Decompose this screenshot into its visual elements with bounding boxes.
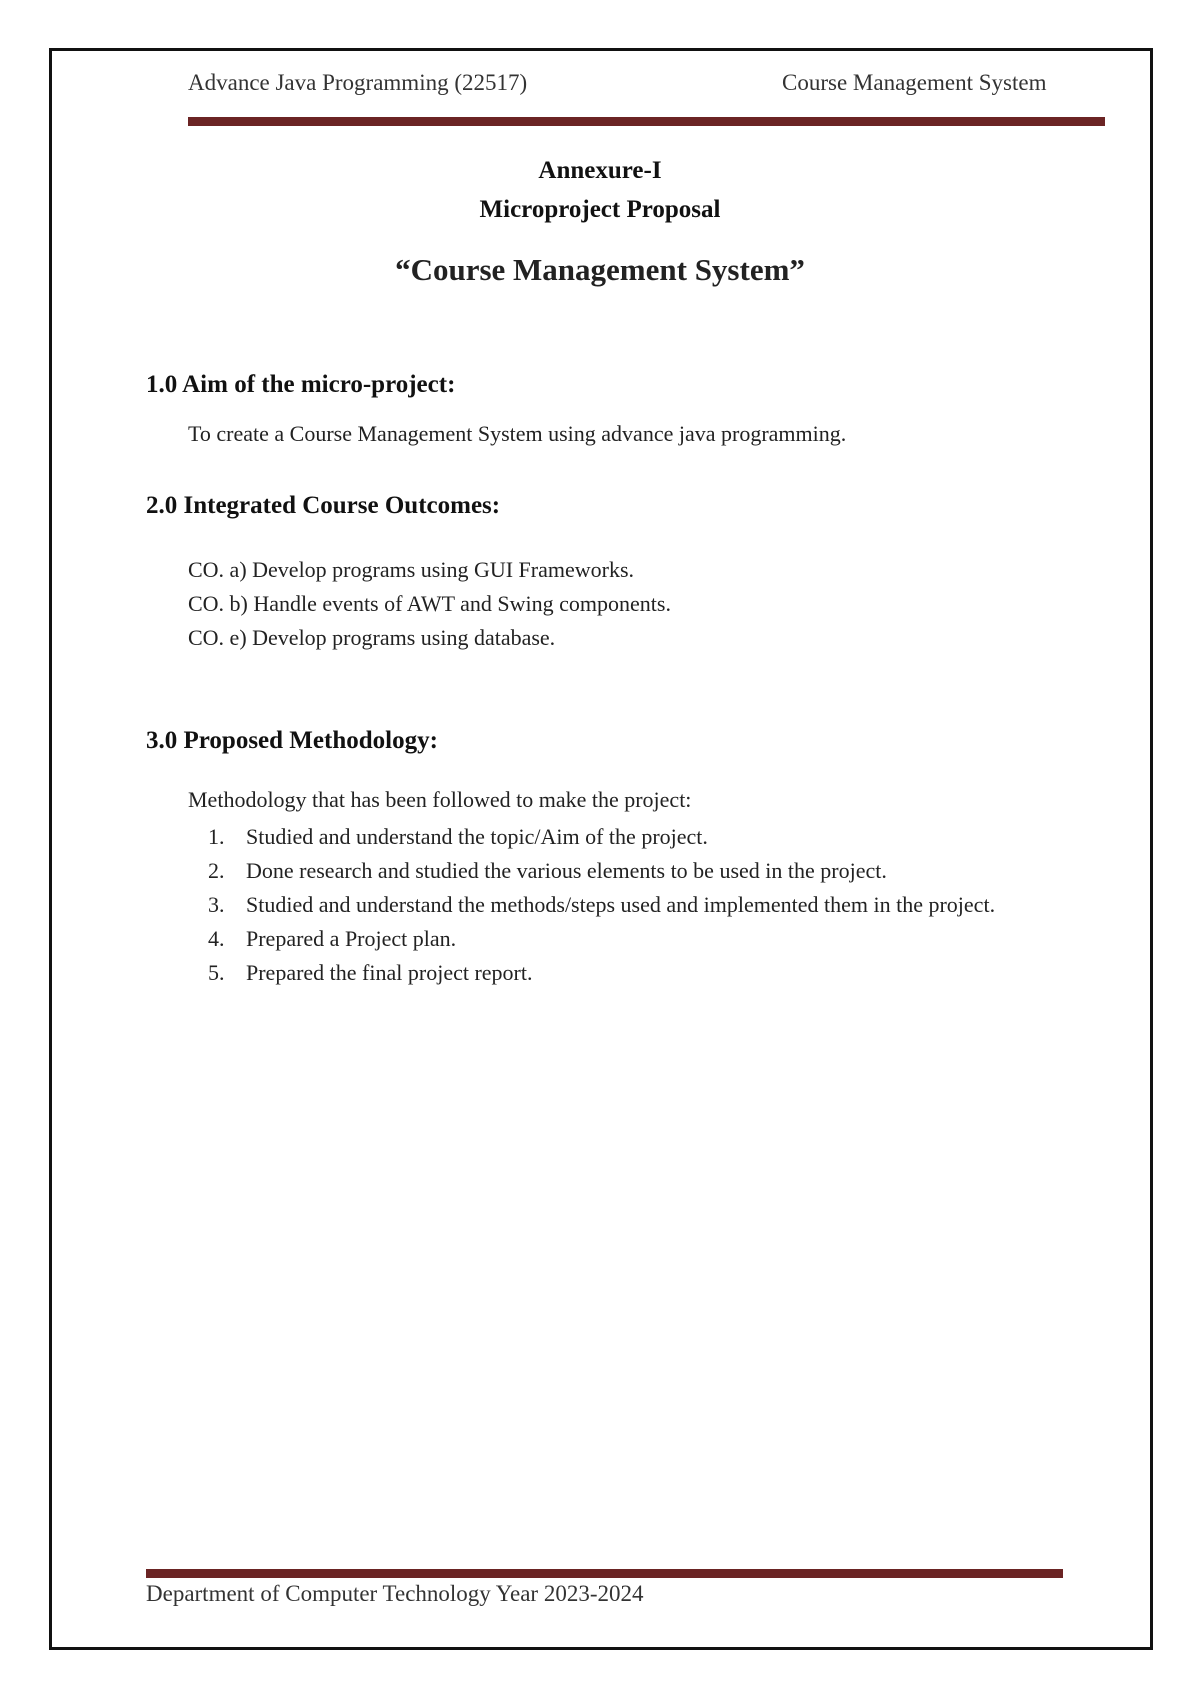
- step-number: 4.: [208, 926, 225, 951]
- outcomes-heading: 2.0 Integrated Course Outcomes:: [146, 492, 501, 519]
- proposal-title: Microproject Proposal: [479, 196, 721, 223]
- outcome-item: CO. a) Develop programs using GUI Frameworks.: [188, 557, 635, 582]
- aim-heading: 1.0 Aim of the micro-project:: [146, 371, 456, 398]
- methodology-steps: [188, 821, 1028, 991]
- outcome-item: CO. b) Handle events of AWT and Swing components.: [188, 591, 671, 616]
- outcome-item: CO. e) Develop programs using database.: [188, 625, 556, 650]
- step-number: 3.: [208, 892, 225, 917]
- step-text: Prepared the final project report.: [246, 960, 533, 985]
- aim-text: To create a Course Management System using advance java programming.: [188, 421, 847, 446]
- methodology-step: [188, 821, 1028, 853]
- step-text: Studied and understand the topic/Aim of the project.: [246, 824, 708, 849]
- methodology-step: [188, 855, 1028, 887]
- header-course-name: Advance Java Programming (22517): [188, 70, 528, 95]
- methodology-step: [188, 957, 1028, 989]
- footer-department: Department of Computer Technology Year 2023-2024: [146, 1581, 644, 1606]
- header-project-name: Course Management System: [782, 70, 1047, 95]
- step-number: 5.: [208, 960, 225, 985]
- step-number: 1.: [208, 824, 225, 849]
- step-text: Studied and understand the methods/steps used and implemented them in the project.: [246, 892, 996, 917]
- annexure-title: Annexure-I: [538, 157, 662, 184]
- methodology-heading: 3.0 Proposed Methodology:: [146, 727, 438, 754]
- header-rule: [188, 117, 1105, 126]
- step-text: Done research and studied the various elements to be used in the project.: [246, 858, 887, 883]
- footer-rule: [146, 1569, 1063, 1578]
- project-title: “Course Management System”: [395, 252, 805, 287]
- step-number: 2.: [208, 858, 225, 883]
- outcomes-list: [188, 553, 671, 655]
- methodology-intro: Methodology that has been followed to make the project:: [188, 787, 692, 812]
- step-text: Prepared a Project plan.: [246, 926, 457, 951]
- methodology-step: [188, 889, 1028, 921]
- methodology-step: [188, 923, 1028, 955]
